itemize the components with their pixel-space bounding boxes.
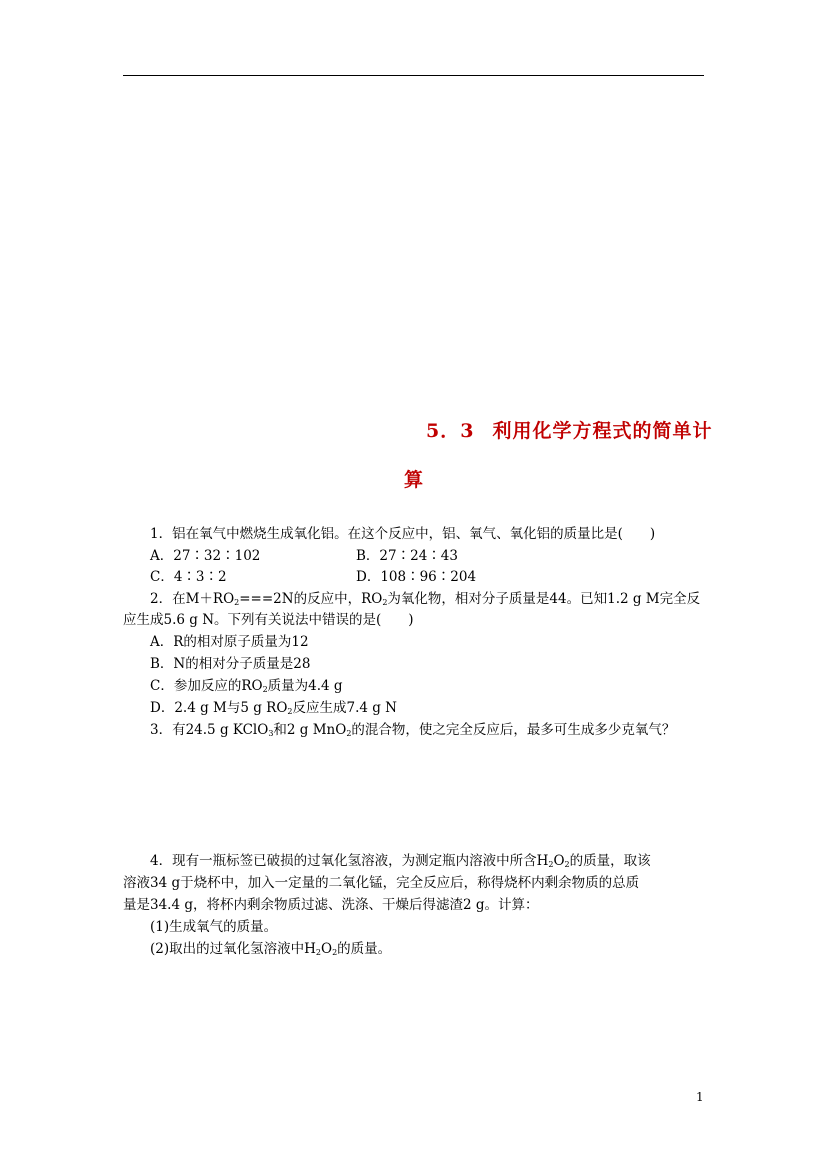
- q4-stem-line1: 4．现有一瓶标签已破损的过氧化氢溶液，为测定瓶内溶液中所含$H_2O_2$的质量，取该: [150, 853, 651, 869]
- header-rule: [123, 75, 704, 76]
- section-number: 5．3: [426, 420, 475, 442]
- q1-option-d: D．108∶96∶204: [356, 569, 477, 585]
- q2-stem-line2: 应生成5.6 g N。下列有关说法中错误的是( ): [123, 612, 414, 628]
- page-number: 1: [696, 1090, 704, 1104]
- q4-stem-line3: 量是34.4 g，将杯内剩余物质过滤、洗涤、干燥后得滤渣2 g。计算：: [123, 897, 539, 913]
- q1-option-b: B．27∶24∶43: [356, 548, 458, 564]
- q2-option-d: D．2.4 g M与5 g $RO_2$反应生成7.4 g N: [150, 700, 397, 716]
- section-title-text: 利用化学方程式的简单计: [492, 420, 713, 442]
- q3-stem: 3．有24.5 g KClO$_3$和2 g MnO$_2$的混合物，使之完全反应后，最多可生成多少克氧气？: [150, 722, 676, 738]
- q1-stem: 1．铝在氧气中燃烧生成氧化铝。在这个反应中，铝、氧气、氧化铝的质量比是( ): [150, 526, 656, 542]
- q2-stem-line1: 2．在$M+RO_2===2N$的反应中，$RO_2$为氧化物，相对分子质量是44。已知1.2 g M完全反: [150, 591, 701, 607]
- q1-option-c: C．4∶3∶2: [150, 569, 227, 585]
- q2-option-c: C．参加反应的$RO_2$质量为4.4 g: [150, 678, 343, 694]
- section-title-continuation: 算: [404, 469, 424, 491]
- q1-option-a: A．27∶32∶102: [150, 548, 261, 564]
- q4-subquestion-2: (2)取出的过氧化氢溶液中$H_2O_2$的质量。: [150, 941, 392, 957]
- q2-option-a: A．R的相对原子质量为12: [150, 634, 309, 650]
- q4-subquestion-1: (1)生成氧气的质量。: [150, 919, 278, 935]
- q4-stem-line2: 溶液34 g于烧杯中，加入一定量的二氧化锰，完全反应后，称得烧杯内剩余物质的总质: [123, 875, 640, 891]
- section-title: [426, 416, 712, 443]
- q2-option-b: B．N的相对分子质量是28: [150, 656, 311, 672]
